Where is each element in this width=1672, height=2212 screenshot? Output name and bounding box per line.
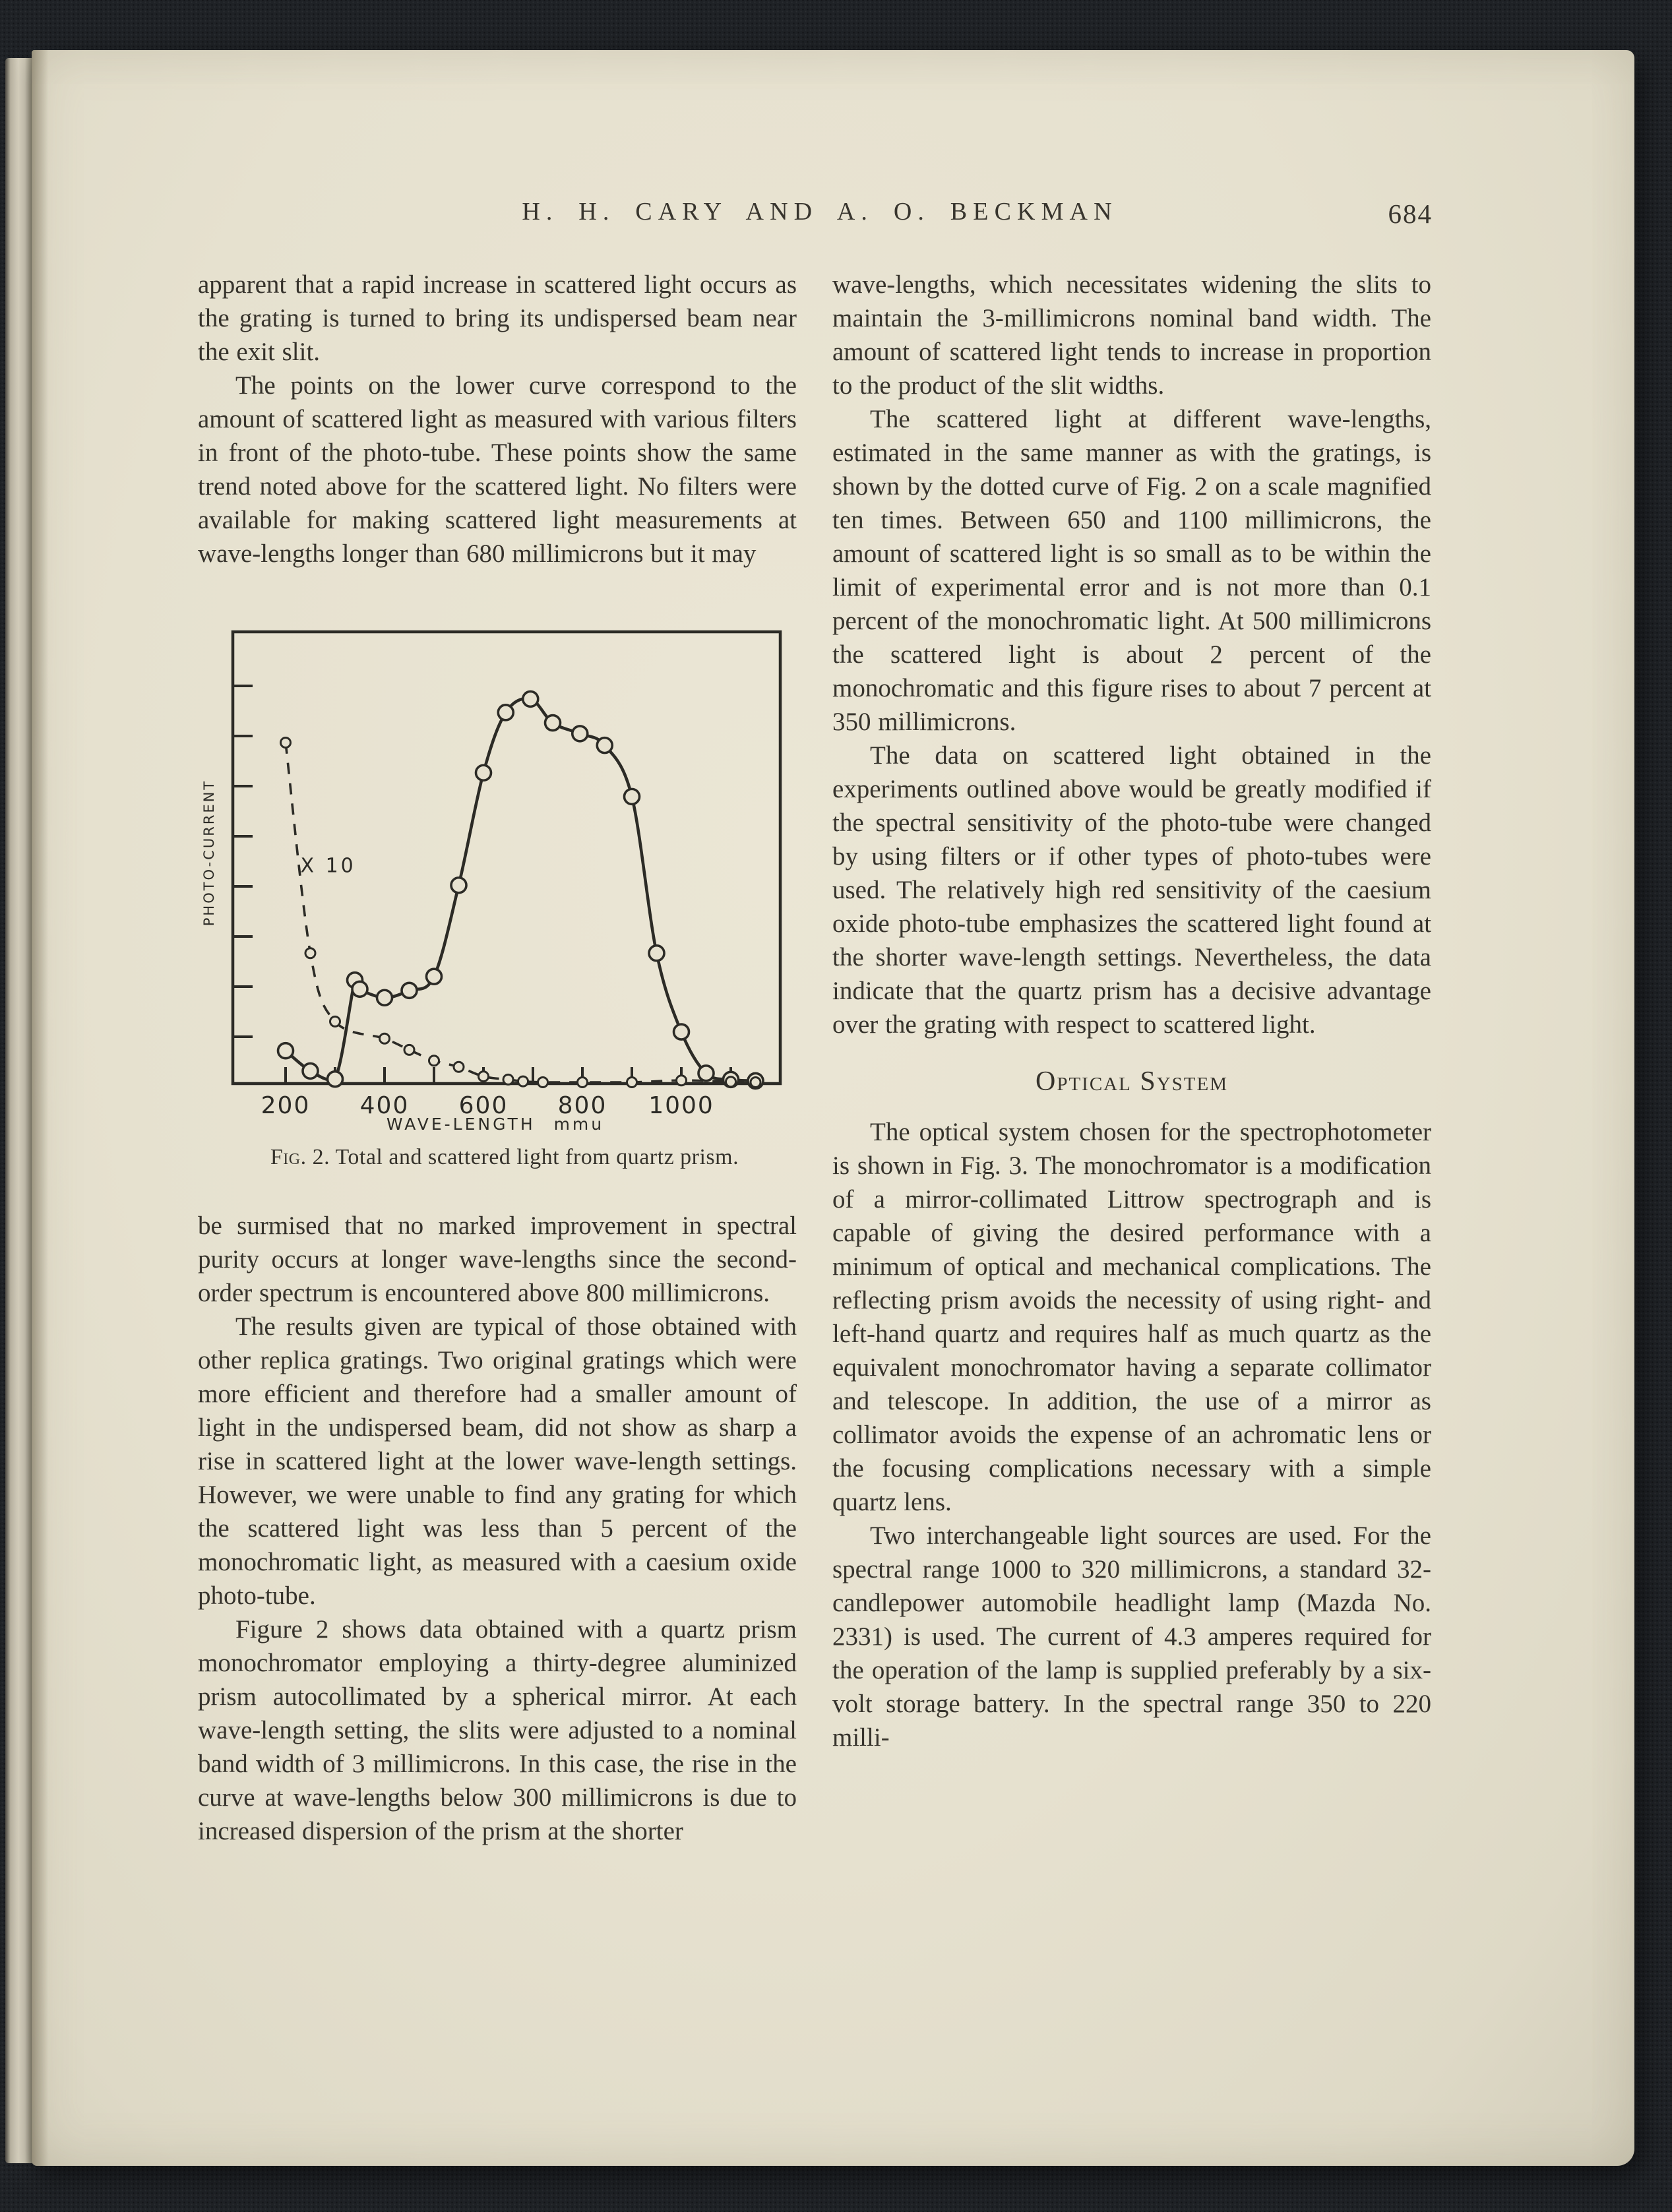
paragraph: The data on scattered light obtained in the experiments outlined above would be greatly modified if the spectral sensitivity of the photo-tube were changed by using filters or if other types of photo-tubes were used. The relatively high red sensitivity of the caesium oxide photo-tube emphasizes the scattered light found at the shorter wave-length settings. Nevertheless, the data indicate that the quartz prism has a decisive advantage over the grating with respect to scattered light. bbox=[832, 741, 1431, 1039]
book-page-edge-stack bbox=[5, 58, 34, 2163]
svg-text:PHOTO-CURRENT: PHOTO-CURRENT bbox=[201, 779, 217, 927]
running-title: H. H. CARY AND A. O. BECKMAN bbox=[522, 198, 1118, 226]
paragraph: wave-lengths, which necessitates widening the slits to maintain the 3-millimicrons nominal band width. The amount of scattered light tends to increase in proportion to the product of the slit widths. bbox=[832, 270, 1431, 400]
left-column-bottom bbox=[198, 1209, 797, 1848]
figure-caption-text: Total and scattered light from quartz prism. bbox=[335, 1145, 739, 1169]
paragraph: apparent that a rapid increase in scattered light occurs as the grating is turned to bring its undispersed beam near the exit slit. bbox=[198, 270, 797, 366]
page-number: 684 bbox=[1388, 199, 1433, 229]
svg-text:800: 800 bbox=[557, 1092, 607, 1119]
paragraph: The scattered light at different wave-lengths, estimated in the same manner as with the gratings, is shown by the dotted curve of Fig. 2 on a scale magnified ten times. Between 650 and 1100 millimicrons, the amount of scattered light is so small as to be within the limit of experimental error and is not more than 0.1 percent of the monochromatic light. At 500 millimicrons the scattered light is about 2 percent of the monochromatic and this figure rises to about 7 percent at 350 millimicrons. bbox=[832, 405, 1431, 736]
figure-caption-label: Fig. 2. bbox=[270, 1145, 330, 1169]
right-column-top-paragraphs bbox=[832, 268, 1431, 1041]
binding-crease bbox=[32, 50, 54, 2166]
svg-text:1000: 1000 bbox=[648, 1092, 714, 1119]
svg-text:400: 400 bbox=[359, 1092, 410, 1119]
journal-page bbox=[32, 50, 1634, 2166]
running-header bbox=[198, 197, 1442, 233]
svg-text:WAVE-LENGTH mmu: WAVE-LENGTH mmu bbox=[386, 1115, 605, 1133]
paragraph: be surmised that no marked improvement in spectral purity occurs at longer wave-lengths since the second-order spectrum is encountered above 800 millimicrons. bbox=[198, 1212, 797, 1307]
section-heading: Optical System bbox=[1036, 1066, 1228, 1097]
right-column-bottom-paragraphs bbox=[832, 1115, 1431, 1754]
svg-text:600: 600 bbox=[458, 1092, 509, 1119]
figure-chart-svg bbox=[198, 622, 811, 1133]
svg-text:X 10: X 10 bbox=[300, 854, 356, 878]
paragraph: The results given are typical of those obtained with other replica gratings. Two original gratings which were more efficient and therefore had a smaller amount of light in the undispersed beam, did not show as sharp a rise in scattered light at the lower wave-length settings. However, we were unable to find any grating for which the scattered light was less than 5 percent of the monochromatic light, as measured with a caesium oxide photo-tube. bbox=[198, 1312, 797, 1610]
right-column bbox=[832, 268, 1431, 1754]
paragraph: The points on the lower curve correspond to the amount of scattered light as measured with various filters in front of the photo-tube. These points show the same trend noted above for the scattered light. No filters were available for making scattered light measurements at wave-lengths longer than 680 millimicrons but it may bbox=[198, 371, 797, 568]
figure-2 bbox=[198, 622, 811, 1196]
paragraph: Figure 2 shows data obtained with a quartz prism monochromator employing a thirty-degree aluminized prism autocollimated by a spherical mirror. At each wave-length setting, the slits were adjusted to a nominal band width of 3 millimicrons. In this case, the rise in the curve at wave-lengths below 300 millimicrons is due to increased dispersion of the prism at the shorter bbox=[198, 1615, 797, 1845]
paragraph: The optical system chosen for the spectrophotometer is shown in Fig. 3. The monochromator is a modification of a mirror-collimated Littrow spectrograph and is capable of giving the desired performance with a minimum of optical and mechanical complications. The reflecting prism avoids the necessity of using right- and left-hand quartz and requires half as much quartz as the equivalent monochromator having a separate collimator and telescope. In addition, the use of a mirror as collimator avoids the expense of an achromatic lens or the focusing complications necessary with a simple quartz lens. bbox=[832, 1118, 1431, 1516]
left-column-top bbox=[198, 268, 797, 570]
paragraph: Two interchangeable light sources are used. For the spectral range 1000 to 320 millimicrons, a standard 32-candlepower automobile headlight lamp (Mazda No. 2331) is used. The current of 4.3 amperes required for the operation of the lamp is supplied preferably by a six-volt storage battery. In the spectral range 350 to 220 milli- bbox=[832, 1521, 1431, 1752]
figure-caption bbox=[198, 1145, 811, 1170]
svg-text:200: 200 bbox=[261, 1092, 311, 1119]
